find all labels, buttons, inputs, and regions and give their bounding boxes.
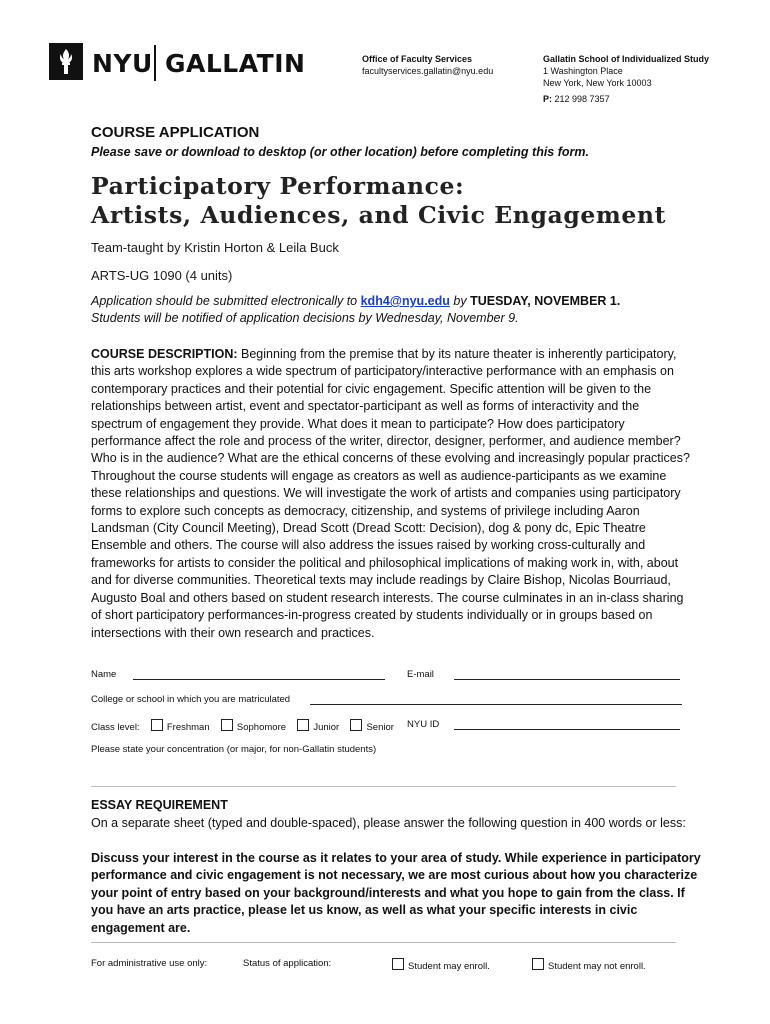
course-code: ARTS-UG 1090 (4 units) <box>91 268 233 283</box>
college-input[interactable] <box>310 694 682 705</box>
submit-email-link[interactable]: kdh4@nyu.edu <box>360 294 450 308</box>
name-input[interactable] <box>133 669 385 680</box>
notify-text: Students will be notified of application decisions by Wednesday, November 9. <box>91 311 519 325</box>
course-description-label: COURSE DESCRIPTION: <box>91 347 238 361</box>
office-contact <box>362 53 493 77</box>
may-not-enroll-option <box>532 958 646 973</box>
school-name: Gallatin School of Individualized Study <box>543 54 710 64</box>
admin-label: For administrative use only: <box>91 958 208 969</box>
concentration-input[interactable] <box>91 786 676 787</box>
school-address-line1: 1 Washington Place <box>543 66 623 76</box>
school-address-line2: New York, New York 10003 <box>543 78 652 88</box>
taught-by: Team-taught by Kristin Horton & Leila Buck <box>91 240 339 255</box>
may-enroll-checkbox[interactable] <box>392 958 404 970</box>
submit-by: by <box>449 294 471 308</box>
office-name: Office of Faculty Services <box>362 54 473 64</box>
submit-prefix: Application should be submitted electronically to <box>91 294 361 308</box>
senior-checkbox[interactable] <box>350 719 362 731</box>
logo-gallatin-text: GALLATIN <box>165 49 306 78</box>
junior-label: Junior <box>313 722 340 733</box>
course-title-line2: Artists, Audiences, and Civic Engagement <box>91 201 667 229</box>
phone-number: 212 998 7357 <box>554 94 610 104</box>
course-application-heading: COURSE APPLICATION <box>91 124 260 141</box>
class-level-label: Class level: <box>91 722 140 733</box>
office-email[interactable]: facultyservices.gallatin@nyu.edu <box>362 66 494 76</box>
nyu-id-input[interactable] <box>454 719 680 730</box>
college-label: College or school in which you are matriculated <box>91 694 291 705</box>
school-address <box>543 53 709 105</box>
concentration-label: Please state your concentration (or major, for non-Gallatin students) <box>91 744 377 755</box>
sophomore-checkbox[interactable] <box>221 719 233 731</box>
nyu-torch-logo-icon <box>49 43 83 80</box>
sophomore-label: Sophomore <box>236 722 287 733</box>
save-note: Please save or download to desktop (or other location) before completing this form. <box>91 145 589 159</box>
senior-label: Senior <box>366 722 394 733</box>
email-input[interactable] <box>454 669 680 680</box>
may-not-enroll-label: Student may not enroll. <box>548 961 646 972</box>
course-title <box>91 172 666 230</box>
freshman-label: Freshman <box>166 722 210 733</box>
submission-instructions <box>91 293 691 327</box>
course-description-text: Beginning from the premise that by its nature theater is inherently participatory, this arts workshop explores a wide spectrum of participatory/interactive performance with an emphasis on contemporary practices and their potential for civic engagement. Specific attention will be given to the relationships between artist, event and spectator-participant as well as forms of interactivity and the spectrum of engagement they provide. What does it mean to participate? How does participatory performance affect the role and process of the writer, director, designer, performer, and audience member? Who is in the audience? What are the ethical concerns of these evolving and increasingly popular practices? Throughout the course students will engage as creators as well as audience-participants as we examine these relationships and questions. We will investigate the work of artists and companies using participatory forms to explore such concepts as democracy, citizenship, and systems of privilege including Aaron Landsman (City Council Meeting), Dread Scott (Dread Scott: Decision), dog & pony dc, Epic Theatre Ensemble and others. The course will also address the issues raised by working cross-culturally and frameworks for artists to consider the political and philosophical implications of making work in, with, about and for diverse communities. Theoretical texts may include readings by Claire Bishop, Nicolas Bourriaud, Augusto Boal and others based on student research interests. The course culminates in an in-class sharing of short participatory performances-in-progress created by students individually or in groups based on intersections with their own research and practices. <box>91 347 690 640</box>
course-description <box>91 346 691 642</box>
name-label: Name <box>91 669 117 680</box>
may-enroll-option <box>392 958 490 973</box>
status-label: Status of application: <box>243 958 332 969</box>
admin-divider <box>91 942 676 943</box>
may-enroll-label: Student may enroll. <box>408 961 490 972</box>
essay-instructions: On a separate sheet (typed and double-spaced), please answer the following question in 400 words or less: <box>91 816 686 830</box>
freshman-checkbox[interactable] <box>151 719 163 731</box>
may-not-enroll-checkbox[interactable] <box>532 958 544 970</box>
junior-checkbox[interactable] <box>297 719 309 731</box>
nyu-id-label: NYU ID <box>407 719 440 730</box>
email-label: E-mail <box>407 669 434 680</box>
submit-period: . <box>616 294 621 308</box>
submit-deadline: TUESDAY, NOVEMBER 1 <box>470 294 617 308</box>
logo-divider <box>154 45 156 81</box>
course-title-line1: Participatory Performance: <box>91 172 465 200</box>
essay-heading: ESSAY REQUIREMENT <box>91 798 228 812</box>
logo-nyu-text: NYU <box>92 49 153 78</box>
essay-question: Discuss your interest in the course as it relates to your area of study. While experience in participatory performance and civic engagement is not necessary, we are most curious about how you characterize your point of entry based on your background/interests and what you hope to gain from the class. If you have an arts practice, please let us know, as well as what your specific interests in civic engagement are. <box>91 851 701 935</box>
phone-label: P: <box>543 94 552 104</box>
class-level-row <box>91 719 394 734</box>
